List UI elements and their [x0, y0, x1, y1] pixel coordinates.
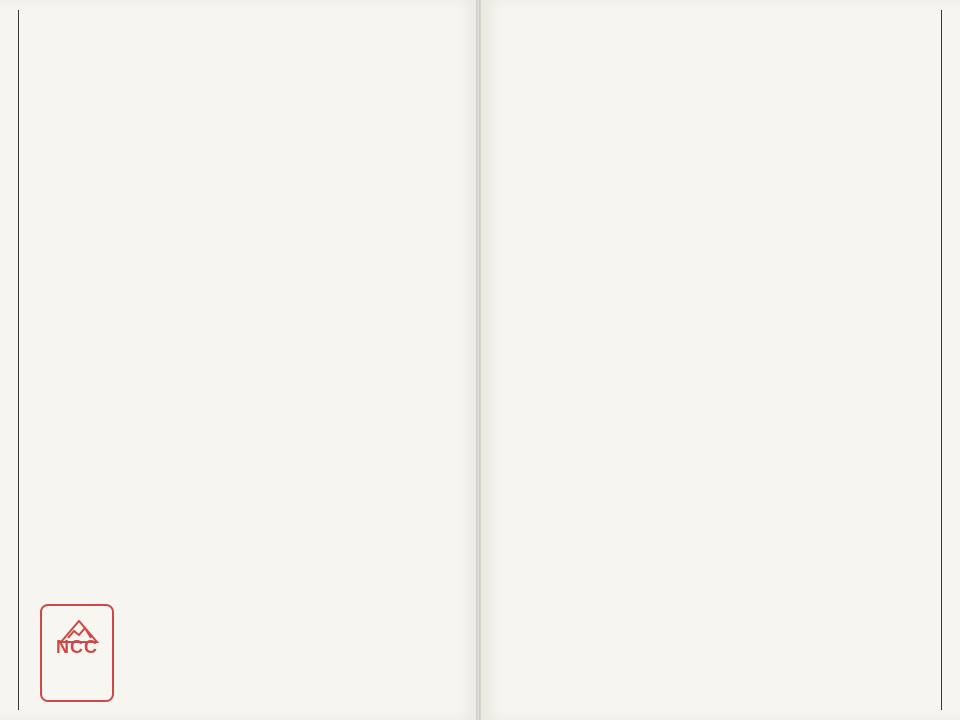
right-page-column	[743, 28, 764, 692]
right-page-column	[833, 28, 854, 692]
right-page-column	[585, 28, 606, 692]
left-page-column	[397, 28, 418, 692]
left-page-column	[149, 28, 170, 692]
left-page-rule	[18, 10, 19, 710]
left-page-column	[374, 28, 395, 692]
right-page-column	[855, 28, 876, 692]
left-page-column	[171, 28, 192, 692]
stamp-logo	[40, 604, 114, 702]
right-page-column	[652, 28, 673, 692]
right-page-column	[540, 28, 561, 692]
right-page-rule	[941, 10, 942, 710]
left-page-column	[194, 28, 215, 692]
left-page-column	[216, 28, 237, 692]
right-page-column	[630, 28, 651, 692]
right-page-column	[562, 28, 583, 692]
right-page-column	[517, 28, 538, 692]
left-page-column	[126, 28, 147, 692]
right-page-column	[900, 28, 921, 692]
left-page-column	[329, 28, 350, 692]
left-page-column	[59, 28, 80, 692]
left-page-column	[81, 28, 102, 692]
left-page-text-area	[34, 28, 440, 692]
right-page-column	[810, 28, 831, 692]
right-page-column	[607, 28, 628, 692]
right-page-text-area	[515, 28, 921, 692]
right-page-column	[878, 28, 899, 692]
left-page-column	[419, 28, 440, 692]
left-page-column	[239, 28, 260, 692]
left-page-column	[36, 28, 57, 692]
left-page-column	[284, 28, 305, 692]
left-page-column	[262, 28, 283, 692]
right-page-column	[788, 28, 809, 692]
left-page-column	[307, 28, 328, 692]
left-page-column	[352, 28, 373, 692]
stamp-code: NCC	[56, 637, 98, 657]
right-page-column	[720, 28, 741, 692]
right-page	[480, 0, 960, 720]
right-page-column	[697, 28, 718, 692]
left-page-column	[104, 28, 125, 692]
right-page-column	[675, 28, 696, 692]
right-page-column	[765, 28, 786, 692]
